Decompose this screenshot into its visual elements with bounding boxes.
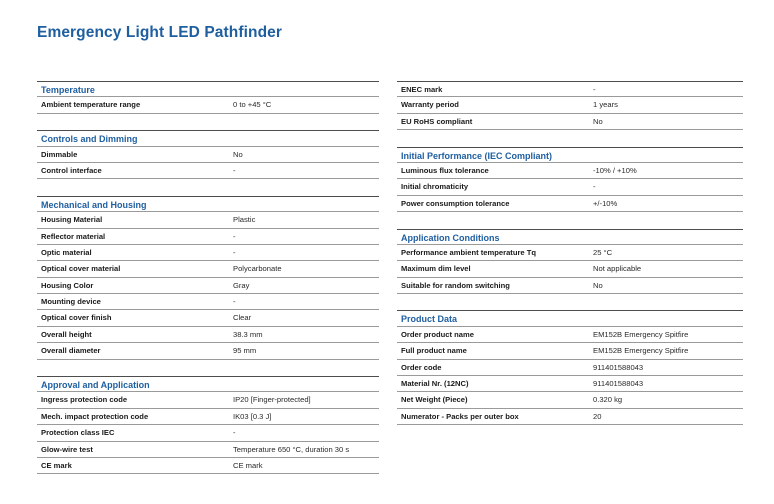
spec-label: Ingress protection code bbox=[41, 395, 128, 405]
spec-value: EM152B Emergency Spitfire bbox=[593, 346, 689, 356]
spec-label: Overall height bbox=[41, 329, 92, 339]
spec-row-eu-rohs-compliant bbox=[397, 114, 743, 130]
spec-value: -10% / +10% bbox=[593, 165, 637, 175]
spec-row-warranty-period bbox=[397, 97, 743, 113]
spec-label: Control interface bbox=[41, 165, 102, 175]
spec-value: 38.3 mm bbox=[233, 329, 263, 339]
spec-row-net-weight bbox=[397, 392, 743, 408]
spec-row-order-product-name bbox=[397, 327, 743, 343]
spec-row-order-code bbox=[397, 360, 743, 376]
spec-row-optical-cover-material bbox=[37, 261, 379, 277]
spec-row-control-interface bbox=[37, 163, 379, 179]
spec-row-enec-mark bbox=[397, 81, 743, 97]
spec-value: +/-10% bbox=[593, 198, 618, 208]
spec-row-dimmable bbox=[37, 147, 379, 163]
spec-label: Order product name bbox=[401, 329, 474, 339]
spec-value: 1 years bbox=[593, 100, 618, 110]
spec-label: Dimmable bbox=[41, 149, 78, 159]
spec-row-reflector-material bbox=[37, 229, 379, 245]
page-title: Emergency Light LED Pathfinder bbox=[37, 24, 283, 41]
spec-row-overall-diameter bbox=[37, 343, 379, 359]
spec-label: Mech. impact protection code bbox=[41, 411, 149, 421]
spec-row-ingress-protection-code bbox=[37, 392, 379, 408]
spec-label: Maximum dim level bbox=[401, 264, 471, 274]
spec-row-protection-class-iec bbox=[37, 425, 379, 441]
section-heading-initial-performance: Initial Performance (IEC Compliant) bbox=[397, 147, 743, 163]
spec-label: Reflector material bbox=[41, 231, 106, 241]
spec-label: Net Weight (Piece) bbox=[401, 395, 468, 405]
spec-value: - bbox=[233, 428, 236, 438]
spec-value: - bbox=[233, 297, 236, 307]
spec-row-power-consumption-tolerance bbox=[397, 196, 743, 212]
spec-label: Performance ambient temperature Tq bbox=[401, 247, 537, 257]
spec-value: 911401588043 bbox=[593, 362, 644, 372]
spec-value: Polycarbonate bbox=[233, 264, 282, 274]
spec-value: 0.320 kg bbox=[593, 395, 623, 405]
spec-label: Numerator - Packs per outer box bbox=[401, 411, 519, 421]
spec-row-housing-color bbox=[37, 278, 379, 294]
spec-value: IK03 [0.3 J] bbox=[233, 411, 272, 421]
spec-row-luminous-flux-tolerance bbox=[397, 163, 743, 179]
spec-label: Full product name bbox=[401, 346, 467, 356]
spec-value: - bbox=[233, 231, 236, 241]
spec-value: No bbox=[593, 280, 603, 290]
section-heading-product-data: Product Data bbox=[397, 310, 743, 326]
spec-row-maximum-dim-level bbox=[397, 261, 743, 277]
spec-row-material-nr bbox=[397, 376, 743, 392]
spec-row-mech-impact-protection-code bbox=[37, 409, 379, 425]
spec-value: - bbox=[233, 165, 236, 175]
spec-label: Power consumption tolerance bbox=[401, 198, 510, 208]
spec-row-full-product-name bbox=[397, 343, 743, 359]
section-heading-application-conditions: Application Conditions bbox=[397, 229, 743, 245]
spec-row-performance-ambient-temperature bbox=[397, 245, 743, 261]
spec-value: 0 to +45 °C bbox=[233, 100, 272, 110]
spec-row-housing-material bbox=[37, 212, 379, 228]
spec-row-optical-cover-finish bbox=[37, 310, 379, 326]
spec-row-random-switching bbox=[397, 278, 743, 294]
spec-label: Luminous flux tolerance bbox=[401, 165, 489, 175]
right-spec-column bbox=[397, 81, 743, 425]
spec-label: Optical cover finish bbox=[41, 313, 112, 323]
spec-value: IP20 [Finger-protected] bbox=[233, 395, 311, 405]
spec-label: EU RoHS compliant bbox=[401, 116, 473, 126]
spec-value: Temperature 650 °C, duration 30 s bbox=[233, 444, 350, 454]
spec-value: - bbox=[593, 182, 596, 192]
spec-value: 25 °C bbox=[593, 247, 613, 257]
spec-row-initial-chromaticity bbox=[397, 179, 743, 195]
spec-value: 911401588043 bbox=[593, 379, 644, 389]
spec-label: Housing Color bbox=[41, 280, 94, 290]
spec-value: - bbox=[233, 247, 236, 257]
spec-label: Glow-wire test bbox=[41, 444, 93, 454]
spec-label: Material Nr. (12NC) bbox=[401, 379, 469, 389]
spec-label: Optical cover material bbox=[41, 264, 121, 274]
spec-value: CE mark bbox=[233, 460, 263, 470]
spec-label: Protection class IEC bbox=[41, 428, 115, 438]
spec-label: ENEC mark bbox=[401, 85, 443, 94]
spec-label: Overall diameter bbox=[41, 346, 101, 356]
spec-value: No bbox=[593, 116, 603, 126]
section-heading-temperature: Temperature bbox=[37, 81, 379, 97]
spec-row-glow-wire-test bbox=[37, 442, 379, 458]
spec-row-ambient-temperature-range bbox=[37, 97, 379, 113]
spec-label: Optic material bbox=[41, 247, 92, 257]
spec-label: Suitable for random switching bbox=[401, 280, 510, 290]
spec-value: Plastic bbox=[233, 215, 256, 225]
spec-label: Ambient temperature range bbox=[41, 100, 141, 110]
spec-label: CE mark bbox=[41, 460, 72, 470]
spec-row-mounting-device bbox=[37, 294, 379, 310]
spec-label: Order code bbox=[401, 362, 442, 372]
spec-row-packs-per-outer-box bbox=[397, 409, 743, 425]
spec-row-ce-mark bbox=[37, 458, 379, 474]
spec-value: Gray bbox=[233, 280, 250, 290]
spec-row-overall-height bbox=[37, 327, 379, 343]
spec-label: Mounting device bbox=[41, 297, 101, 307]
left-spec-column bbox=[37, 81, 379, 474]
section-heading-controls: Controls and Dimming bbox=[37, 130, 379, 146]
spec-value: - bbox=[593, 85, 596, 94]
section-heading-approval: Approval and Application bbox=[37, 376, 379, 392]
spec-value: No bbox=[233, 149, 243, 159]
spec-label: Housing Material bbox=[41, 215, 103, 225]
spec-label: Initial chromaticity bbox=[401, 182, 469, 192]
spec-value: 20 bbox=[593, 411, 602, 421]
spec-value: Clear bbox=[233, 313, 252, 323]
spec-label: Warranty period bbox=[401, 100, 459, 110]
spec-value: Not applicable bbox=[593, 264, 642, 274]
section-heading-mechanical: Mechanical and Housing bbox=[37, 196, 379, 212]
spec-value: EM152B Emergency Spitfire bbox=[593, 329, 689, 339]
spec-value: 95 mm bbox=[233, 346, 257, 356]
spec-row-optic-material bbox=[37, 245, 379, 261]
